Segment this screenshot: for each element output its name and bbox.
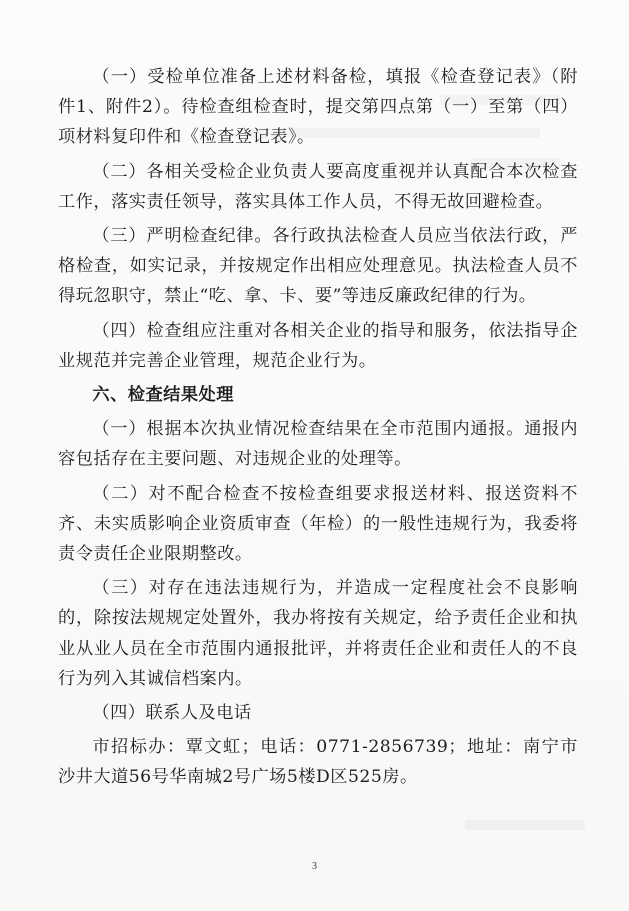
- section-paragraph-4: （四）联系人及电话: [92, 703, 252, 724]
- page-number: 3: [312, 861, 317, 872]
- section-paragraph-1: （一）根据本次执业情况检查结果在全市范围内通报。通报内容包括存在主要问题、对违规企业的处理等。: [58, 419, 578, 470]
- paragraph-3: （三）严明检查纪律。各行政执法检查人员应当依法行政，严格检查，如实记录，并按规定作出相应处理意见。执法检查人员不得玩忽职守，禁止“吃、拿、卡、要”等违反廉政纪律的行为。: [58, 226, 578, 307]
- section-heading: 六、检查结果处理: [92, 385, 234, 406]
- paragraph-2: （二）各相关受检企业负责人要高度重视并认真配合本次检查工作，落实责任领导，落实具体工作人员，不得无故回避检查。: [58, 161, 578, 212]
- paragraph-1: （一）受检单位准备上述材料备检，填报《检查登记表》（附件1、附件2）。待检查组检查时，提交第四点第（一）至第（四）项材料复印件和《检查登记表》。: [58, 67, 578, 148]
- paragraph-4: （四）检查组应注重对各相关企业的指导和服务，依法指导企业规范并完善企业管理，规范企业行为。: [58, 320, 578, 371]
- section-paragraph-2: （二）对不配合检查不按检查组要求报送材料、报送资料不齐、未实质影响企业资质审查（年检）的一般性违规行为，我委将责令责任企业限期整改。: [58, 483, 578, 565]
- contact-info: 市招标办：覃文虹；电话：0771-2856739；地址：南宁市沙井大道56号华南城2号广场5楼D区525房。: [58, 737, 578, 788]
- bleed-through-mark: [465, 820, 585, 830]
- section-paragraph-3: （三）对存在违法违规行为，并造成一定程度社会不良影响的，除按法规规定处置外，我办将按有关规定，给予责任企业和执业从业人员在全市范围内通报批评，并将责任企业和责任人的不良行为列入其诚信档案内。: [58, 578, 578, 689]
- document-body: [58, 62, 578, 797]
